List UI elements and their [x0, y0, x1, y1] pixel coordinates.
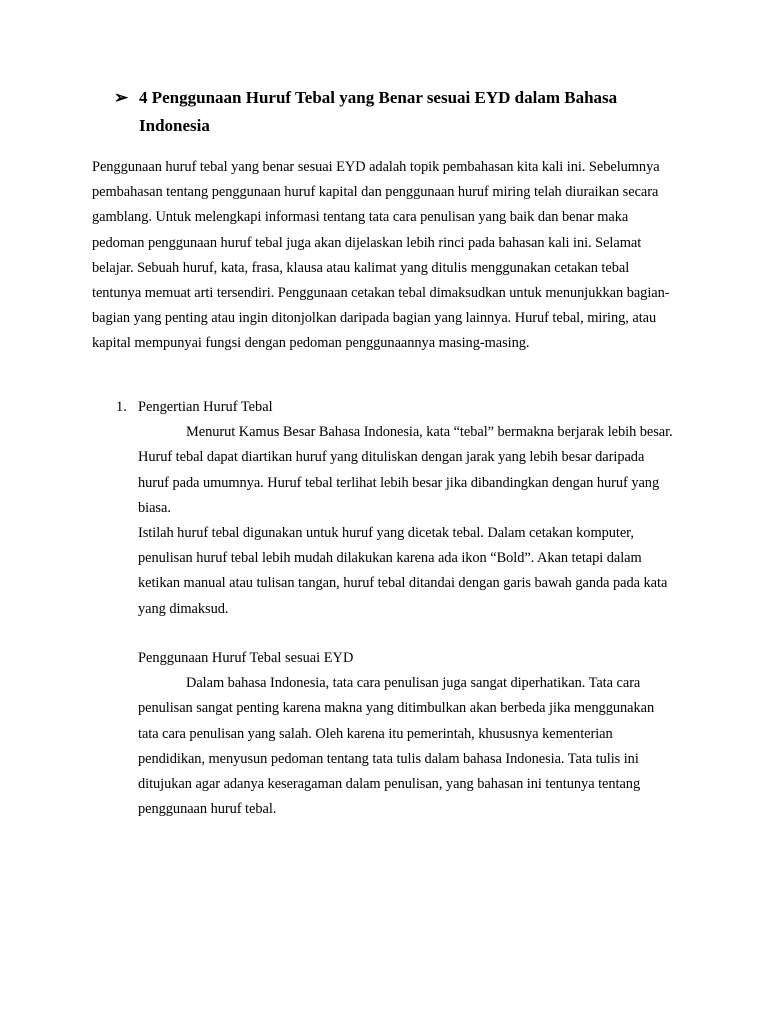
section-penggunaan: [92, 646, 676, 822]
intro-paragraph: Penggunaan huruf tebal yang benar sesuai EYD adalah topik pembahasan kita kali ini. Sebelumnya pembahasan tentang penggunaan huruf kapital dan penggunaan huruf miring telah diuraikan secara gamblang. Untuk melengkapi informasi tentang tata cara penulisan yang baik dan benar maka pedoman penggunaan huruf tebal juga akan dijelaskan lebih rinci pada bahasan kali ini. Selamat belajar. Sebuah huruf, kata, frasa, klausa atau kalimat yang ditulis menggunakan cetakan tebal tentunya memuat arti tersendiri. Penggunaan cetakan tebal dimaksudkan untuk menunjukkan bagian-bagian yang penting atau ingin ditonjolkan daripada bagian yang lainnya. Huruf tebal, miring, atau kapital mempunyai fungsi dengan pedoman penggunaannya masing-masing.: [92, 159, 670, 352]
heading-text: 4 Penggunaan Huruf Tebal yang Benar sesuai EYD dalam Bahasa Indonesia: [139, 88, 618, 135]
section-title-text: Pengertian Huruf Tebal: [138, 399, 273, 415]
section-title-text: Penggunaan Huruf Tebal sesuai EYD: [138, 650, 354, 666]
document-heading: [114, 84, 674, 140]
arrow-bullet-icon: ➢: [114, 88, 129, 107]
section-paragraph: Dalam bahasa Indonesia, tata cara penulisan juga sangat diperhatikan. Tata cara penulisan sangat penting karena makna yang ditimbulkan akan berbeda jika menggunakan tata cara penulisan yang salah. Oleh karena itu pemerintah, khususnya kementerian pendidikan, menyusun pedoman tentang tata tulis dalam bahasa Indonesia. Tata tulis ini ditujukan agar adanya keseragaman dalam penulisan, yang bahasan ini tentunya tentang penggunaan huruf tebal.: [138, 675, 655, 818]
section-pengertian: [92, 395, 676, 622]
section-title: [92, 395, 676, 420]
section-number: 1.: [116, 399, 127, 415]
section-title: [92, 646, 676, 671]
section-paragraph: Menurut Kamus Besar Bahasa Indonesia, kata “tebal” bermakna berjarak lebih besar. Huruf tebal dapat diartikan huruf yang dituliskan dengan jarak yang lebih besar daripada huruf pada umumnya. Huruf tebal terlihat lebih besar jika dibandingkan dengan huruf yang biasa.: [138, 424, 673, 516]
section-paragraph: Istilah huruf tebal digunakan untuk huruf yang dicetak tebal. Dalam cetakan komputer, penulisan huruf tebal lebih mudah dilakukan karena ada ikon “Bold”. Akan tetapi dalam ketikan manual atau tulisan tangan, huruf tebal ditandai dengan garis bawah ganda pada kata yang dimaksud.: [138, 525, 668, 617]
